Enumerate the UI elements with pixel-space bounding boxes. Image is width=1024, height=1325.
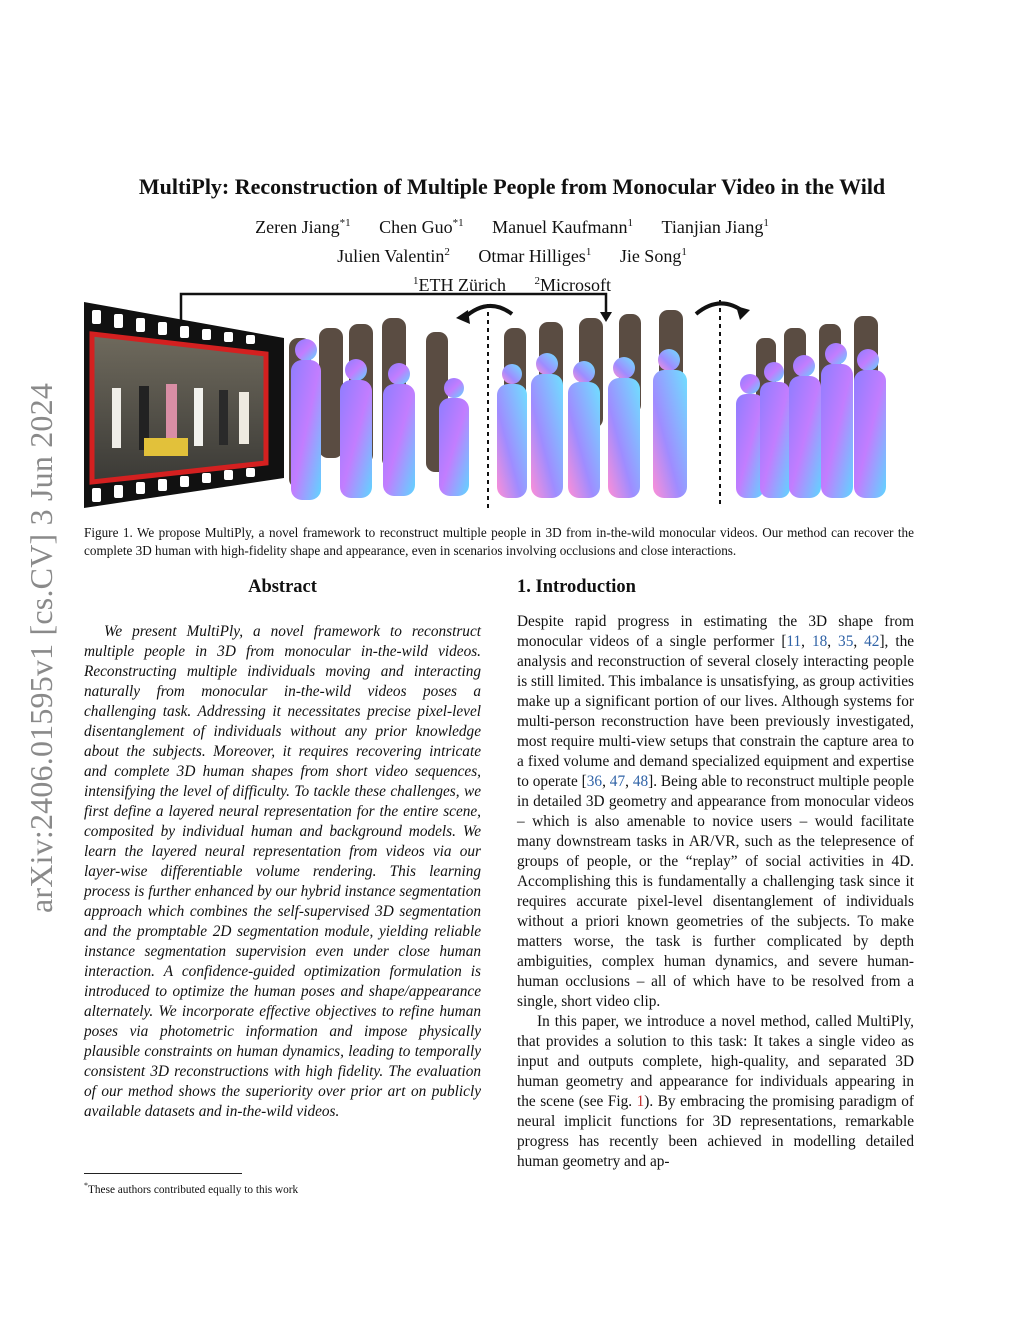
teaser-figure-image	[84, 288, 904, 510]
reconstruction-view-3	[736, 316, 886, 498]
teaser-figure	[84, 288, 904, 510]
reconstruction-view-1	[289, 318, 469, 500]
footnote: *These authors contributed equally to this work	[84, 1181, 299, 1196]
film-strip	[84, 302, 284, 508]
citation-link[interactable]: 18	[811, 633, 828, 650]
author: Manuel Kaufmann$^1$	[492, 217, 634, 237]
left-column	[84, 575, 481, 1122]
reconstruction-view-2	[497, 310, 687, 498]
abstract-text: We present MultiPly, a novel framework to reconstruct multiple people in 3D from monocular in-the-wild videos. Reconstructing multiple individuals moving and interacting naturally from monocular in-the-wild videos poses a challenging task. Addressing it necessitates precise pixel-level disentanglement of individuals without any prior knowledge about the subjects. Moreover, it requires recovering intricate and complete 3D human shapes from short video sequences, intensifying the level of difficulty. To tackle these challenges, we first define a layered neural representation for the entire scene, composited by individual human and background models. We learn the layered neural representation from videos via our layer-wise differentiable volume rendering. This learning process is further enhanced by our hybrid instance segmentation approach which combines the self-supervised 3D segmentation and the promptable 2D segmentation module, yielding reliable instance segmentation supervision even under close human interaction. A confidence-guided optimization formulation is introduced to optimize the human poses and shape/appearance alternately. We incorporate effective objectives to refine human poses via photometric information and impose physically plausible constraints on human dynamics, leading to temporally consistent 3D reconstructions with high fidelity. The evaluation of our method shows the superiority over prior art on publicly available datasets and in-the-wild videos.	[84, 623, 481, 1120]
citation-link[interactable]: 35	[838, 633, 854, 650]
paper-title: MultiPly: Reconstruction of Multiple People from Monocular Video in the Wild	[138, 174, 886, 199]
figure-caption: Figure 1. We propose MultiPly, a novel framework to reconstruct multiple people in 3D from in-the-wild monocular videos. Our method can recover the complete 3D human with high-fidelity shape and appearance, even in scenarios involving occlusions and close interactions.	[84, 525, 914, 558]
author-row-2	[60, 240, 964, 269]
author: Zeren Jiang$^{*1}$	[255, 217, 351, 237]
right-column	[517, 575, 914, 1172]
citation-link[interactable]: 42	[864, 633, 880, 650]
arxiv-stamp: arXiv:2406.01595v1 [cs.CV] 3 Jun 2024	[23, 382, 59, 913]
author-row-1	[60, 211, 964, 240]
author: Jie Song$^1$	[619, 246, 687, 266]
affiliation: $^1$ETH Zürich	[413, 275, 506, 295]
author: Tianjian Jiang$^1$	[661, 217, 769, 237]
author: Otmar Hilliges$^1$	[478, 246, 592, 266]
figure-reference-link[interactable]: 1	[636, 1093, 645, 1110]
citation-link[interactable]: 47	[609, 773, 626, 790]
intro-paragraph-1: Despite rapid progress in estimating the 3D shape from monocular videos of a single performer [11, 18, 35, 42], the analysis and reconstruction of several closely interacting people is still limited. This imbalance is unsatisfying, as group activities make up a significant portion of our lives. Although systems for multi-person reconstruction have been previously investigated, most require multi-view setups that constrain the capture area to a fixed volume and demand specialized equipment and expertise to operate [36, 47, 48]. Being able to reconstruct multiple people in detailed 3D geometry and appearance from monocular videos – which is also amenable to novice users – would facilitate many downstream tasks in AR/VR, such as the telepresence of groups of people, or the “replay” of social activities in 4D. Accomplishing this is fundamentally a challenging task since it requires accurate pixel-level disentanglement of individuals without a priori known geometries of the subjects. To make matters worse, the task is further complicated by depth ambiguities, complex human dynamics, and severe human-human occlusions – all of which have to be resolved from a single, short video clip.	[517, 613, 915, 1010]
citation-link[interactable]: 36	[586, 773, 603, 790]
author: Julien Valentin$^2$	[337, 246, 450, 266]
abstract-heading: Abstract	[248, 577, 317, 597]
citation-link[interactable]: 48	[632, 773, 649, 790]
footnote-rule	[84, 1173, 242, 1174]
author: Chen Guo$^{*1}$	[379, 217, 464, 237]
intro-paragraph-2: In this paper, we introduce a novel method, called MultiPly, that provides a solution to this task: It takes a single video as input and outputs complete, high-quality, and separated 3D human geometry and appearance for individuals appearing in the scene (see Fig. 1). By embracing the promising paradigm of neural implicit functions for 3D representations, remarkable progress has recently been achieved in modelling detailed human geometry and ap-	[517, 1013, 914, 1170]
author-block	[60, 211, 964, 298]
citation-link[interactable]: 11	[786, 633, 802, 650]
affiliation: $^2$Microsoft	[534, 275, 611, 295]
introduction-heading: 1. Introduction	[517, 577, 636, 597]
